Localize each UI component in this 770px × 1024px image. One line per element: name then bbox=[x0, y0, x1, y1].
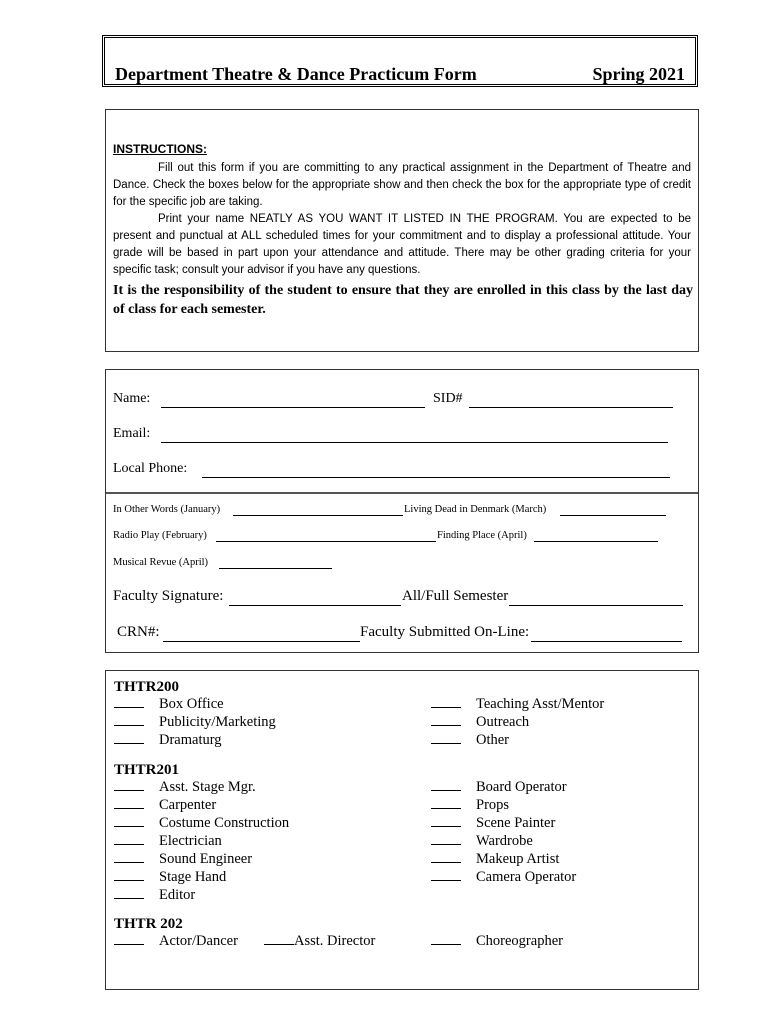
role-label: Camera Operator bbox=[476, 869, 577, 885]
role-checkbox[interactable] bbox=[431, 779, 461, 791]
role-label: Makeup Artist bbox=[476, 851, 560, 867]
role-checkbox[interactable] bbox=[114, 696, 144, 708]
role-item[interactable] bbox=[431, 732, 509, 749]
role-item[interactable] bbox=[431, 933, 563, 950]
show-living-dead-label: Living Dead in Denmark (March) bbox=[404, 504, 547, 515]
phone-field[interactable] bbox=[202, 463, 670, 478]
role-item[interactable] bbox=[114, 797, 216, 814]
role-label: Sound Engineer bbox=[159, 851, 253, 867]
show-radio-play-label: Radio Play (February) bbox=[113, 530, 207, 541]
instructions-heading: INSTRUCTIONS: bbox=[113, 142, 207, 156]
enrollment-notice: It is the responsibility of the student to ensure that they are enrolled in this class by the last day of class for each semester. bbox=[113, 283, 693, 317]
role-checkbox[interactable] bbox=[431, 696, 461, 708]
role-label: Electrician bbox=[159, 833, 222, 849]
role-checkbox[interactable] bbox=[114, 869, 144, 881]
role-label: Choreographer bbox=[476, 933, 563, 949]
role-label: Stage Hand bbox=[159, 869, 227, 885]
role-label: Other bbox=[476, 732, 510, 748]
form-term: Spring 2021 bbox=[592, 64, 685, 84]
role-label: Actor/Dancer bbox=[159, 933, 238, 949]
role-checkbox[interactable] bbox=[431, 851, 461, 863]
role-label: Dramaturg bbox=[159, 732, 222, 748]
faculty-submitted-label: Faculty Submitted On-Line: bbox=[360, 624, 530, 640]
role-label: Props bbox=[476, 797, 510, 813]
faculty-signature-field[interactable] bbox=[229, 590, 401, 606]
role-checkbox[interactable] bbox=[114, 833, 144, 845]
role-checkbox[interactable] bbox=[114, 815, 144, 827]
phone-label: Local Phone: bbox=[113, 461, 188, 476]
show-in-other-words-field[interactable] bbox=[233, 503, 403, 516]
email-label: Email: bbox=[113, 426, 151, 441]
role-item[interactable] bbox=[114, 887, 195, 904]
role-checkbox[interactable] bbox=[431, 797, 461, 809]
role-checkbox[interactable] bbox=[431, 869, 461, 881]
section-divider bbox=[106, 492, 698, 494]
show-radio-play-field[interactable] bbox=[216, 529, 436, 542]
email-field[interactable] bbox=[161, 428, 668, 443]
crn-label: CRN#: bbox=[117, 624, 160, 640]
role-item[interactable] bbox=[114, 833, 222, 850]
role-label: Outreach bbox=[476, 714, 530, 730]
name-field[interactable] bbox=[161, 393, 425, 408]
role-item[interactable] bbox=[114, 779, 256, 796]
course-roles-box bbox=[105, 670, 699, 990]
faculty-signature-label: Faculty Signature: bbox=[113, 588, 224, 604]
sid-label: SID# bbox=[433, 391, 463, 406]
show-finding-place-field[interactable] bbox=[534, 529, 658, 542]
show-musical-revue-label: Musical Revue (April) bbox=[113, 557, 209, 568]
role-checkbox[interactable] bbox=[264, 933, 294, 945]
instructions-paragraph-2: Print your name NEATLY AS YOU WANT IT LISTED IN THE PROGRAM. You are expected to be present and punctual at ALL scheduled times for your commitment and to display a professional attitude. Your grade will be based in part upon your attendance and attitude. There may be other grading criteria for your specific task; consult your advisor if you have any questions. bbox=[113, 213, 691, 276]
role-label: Scene Painter bbox=[476, 815, 556, 831]
instructions-paragraph-1: Fill out this form if you are committing to any practical assignment in the Department of Theatre and Dance. Check the boxes below for the appropriate show and then check the box for the appropriate type of credit for the specific job are taking. bbox=[113, 162, 691, 208]
role-checkbox[interactable] bbox=[114, 732, 144, 744]
thtr201-heading: THTR201 bbox=[114, 762, 180, 778]
role-checkbox[interactable] bbox=[431, 732, 461, 744]
role-label: Box Office bbox=[159, 696, 224, 712]
sid-field[interactable] bbox=[469, 393, 673, 408]
role-item[interactable] bbox=[114, 732, 222, 749]
role-item[interactable] bbox=[431, 851, 559, 868]
form-title: Department Theatre & Dance Practicum Form bbox=[115, 64, 477, 84]
role-item[interactable] bbox=[431, 797, 509, 814]
role-label: Wardrobe bbox=[476, 833, 533, 849]
role-label: Asst. Director bbox=[294, 933, 376, 949]
student-info-box bbox=[105, 369, 699, 653]
instructions-body bbox=[113, 160, 691, 279]
role-item[interactable] bbox=[114, 851, 252, 868]
role-label: Publicity/Marketing bbox=[159, 714, 276, 730]
role-label: Board Operator bbox=[476, 779, 567, 795]
role-item[interactable] bbox=[114, 815, 289, 832]
role-item[interactable] bbox=[431, 779, 567, 796]
role-checkbox[interactable] bbox=[114, 887, 144, 899]
name-label: Name: bbox=[113, 391, 151, 406]
crn-field[interactable] bbox=[163, 626, 360, 642]
form-title-box bbox=[102, 35, 698, 87]
role-checkbox[interactable] bbox=[114, 714, 144, 726]
show-musical-revue-field[interactable] bbox=[219, 556, 332, 569]
role-checkbox[interactable] bbox=[114, 797, 144, 809]
role-checkbox[interactable] bbox=[114, 851, 144, 863]
role-item[interactable] bbox=[114, 933, 238, 950]
role-item[interactable] bbox=[114, 696, 224, 713]
show-finding-place-label: Finding Place (April) bbox=[437, 530, 527, 541]
show-living-dead-field[interactable] bbox=[560, 503, 666, 516]
role-item[interactable] bbox=[431, 833, 533, 850]
role-item[interactable] bbox=[431, 714, 529, 731]
role-label: Costume Construction bbox=[159, 815, 290, 831]
show-in-other-words-label: In Other Words (January) bbox=[113, 504, 221, 515]
role-checkbox[interactable] bbox=[431, 933, 461, 945]
role-item[interactable] bbox=[431, 696, 604, 713]
role-item[interactable] bbox=[114, 714, 276, 731]
full-semester-field[interactable] bbox=[509, 590, 683, 606]
role-item[interactable] bbox=[431, 815, 555, 832]
role-label: Teaching Asst/Mentor bbox=[476, 696, 605, 712]
role-checkbox[interactable] bbox=[114, 933, 144, 945]
faculty-submitted-field[interactable] bbox=[531, 626, 682, 642]
role-item[interactable] bbox=[431, 869, 576, 886]
role-label: Editor bbox=[159, 887, 196, 903]
full-semester-label: All/Full Semester bbox=[402, 588, 509, 604]
role-checkbox[interactable] bbox=[114, 779, 144, 791]
role-checkbox[interactable] bbox=[431, 815, 461, 827]
thtr202-heading: THTR 202 bbox=[114, 916, 183, 932]
role-label: Asst. Stage Mgr. bbox=[159, 779, 256, 795]
role-label: Carpenter bbox=[159, 797, 217, 813]
role-item[interactable] bbox=[114, 869, 226, 886]
role-checkbox[interactable] bbox=[431, 833, 461, 845]
thtr200-heading: THTR200 bbox=[114, 679, 180, 695]
role-item[interactable] bbox=[264, 933, 375, 950]
role-checkbox[interactable] bbox=[431, 714, 461, 726]
instructions-box bbox=[105, 109, 699, 352]
